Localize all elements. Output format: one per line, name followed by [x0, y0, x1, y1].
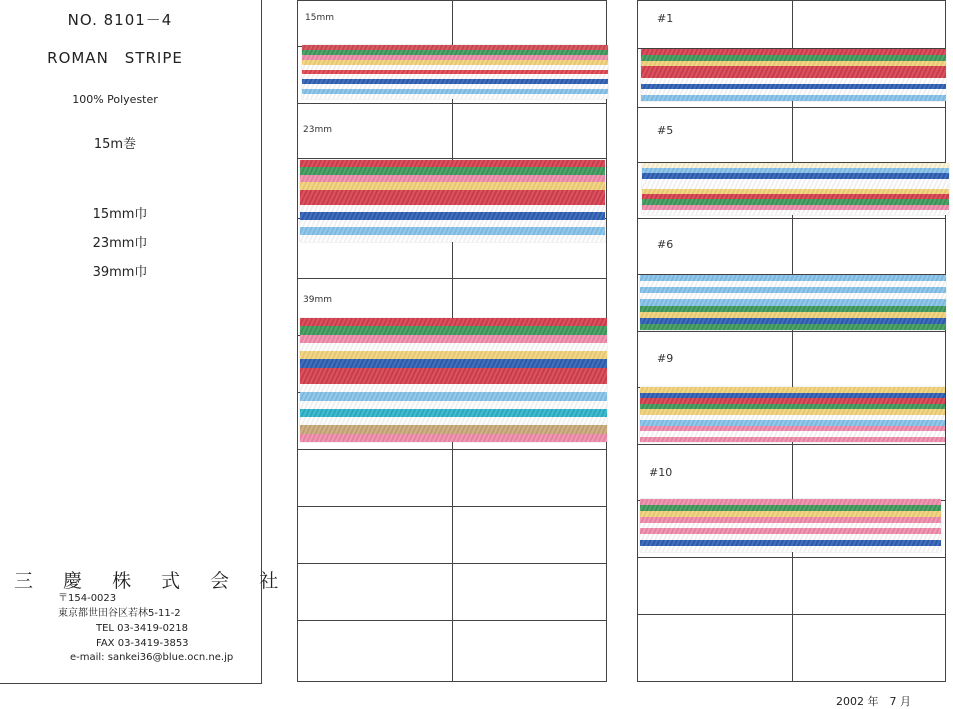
ribbon-stripe	[640, 420, 945, 426]
ribbon-swatch-6	[640, 275, 946, 330]
ribbon-stripe	[300, 376, 607, 384]
ribbon-stripe	[300, 318, 607, 326]
ribbon-stripe	[302, 60, 608, 65]
ribbon-stripe	[300, 335, 607, 343]
product-material: 100% Polyester	[72, 93, 158, 106]
ribbon-stripe	[300, 220, 605, 227]
ribbon-stripe	[642, 173, 949, 178]
ribbon-swatch-15mm	[302, 45, 608, 99]
product-name: ROMAN STRIPE	[47, 49, 183, 67]
ribbon-stripe	[302, 74, 608, 79]
ribbon-stripe	[642, 163, 949, 168]
ribbon-stripe	[642, 168, 949, 173]
ribbon-stripe	[300, 235, 605, 242]
ribbon-stripe	[300, 326, 607, 334]
ribbon-stripe	[300, 425, 607, 433]
ribbon-stripe	[300, 227, 605, 234]
ribbon-stripe	[640, 528, 941, 534]
company-name: 三 慶 株 式 会 社	[14, 570, 291, 592]
sample-label-10: #10	[649, 466, 673, 479]
ribbon-stripe	[300, 212, 605, 219]
ribbon-stripe	[302, 84, 608, 89]
ribbon-stripe	[640, 398, 945, 404]
ribbon-stripe	[641, 49, 946, 55]
sample-label-5: #5	[657, 124, 674, 137]
ribbon-stripe	[640, 511, 941, 517]
ribbon-stripe	[640, 517, 941, 523]
ribbon-stripe	[640, 546, 941, 552]
ribbon-stripe	[641, 89, 946, 95]
product-number: NO. 8101－4	[67, 11, 173, 29]
ribbon-stripe	[640, 426, 945, 432]
company-postal: 〒154-0023	[58, 593, 117, 604]
ribbon-stripe	[640, 275, 946, 281]
ribbon-stripe	[300, 368, 607, 376]
ribbon-stripe	[642, 189, 949, 194]
ribbon-stripe	[300, 343, 607, 351]
ribbon-stripe	[640, 299, 946, 305]
document-date: 2002 年 7 月	[836, 695, 911, 708]
ribbon-stripe	[300, 392, 607, 400]
ribbon-stripe	[640, 324, 946, 330]
ribbon-stripe	[642, 179, 949, 184]
ribbon-stripe	[640, 415, 945, 421]
left-panel-bottom-border	[0, 683, 262, 684]
ribbon-stripe	[300, 175, 605, 182]
ribbon-stripe	[642, 184, 949, 189]
ribbon-swatch-9	[640, 387, 945, 442]
ribbon-stripe	[300, 160, 605, 167]
ribbon-stripe	[640, 287, 946, 293]
ribbon-stripe	[302, 50, 608, 55]
ribbon-stripe	[640, 540, 941, 546]
sample-label-6: #6	[657, 238, 674, 251]
ribbon-stripe	[641, 72, 946, 78]
ribbon-stripe	[300, 167, 605, 174]
ribbon-stripe	[641, 55, 946, 61]
ribbon-stripe	[300, 197, 605, 204]
company-tel: TEL 03-3419-0218	[96, 623, 189, 634]
ribbon-stripe	[302, 45, 608, 50]
ribbon-stripe	[640, 318, 946, 324]
ribbon-swatch-23mm	[300, 160, 605, 242]
ribbon-stripe	[642, 199, 949, 204]
ribbon-swatch-5	[642, 163, 949, 215]
ribbon-stripe	[640, 534, 941, 540]
ribbon-stripe	[300, 351, 607, 359]
ribbon-stripe	[642, 194, 949, 199]
ribbon-stripe	[300, 205, 605, 212]
company-email: e-mail: sankei36@blue.ocn.ne.jp	[70, 652, 234, 663]
ribbon-stripe	[300, 434, 607, 442]
ribbon-stripe	[640, 281, 946, 287]
ribbon-stripe	[641, 61, 946, 67]
sample-label-9: #9	[657, 352, 674, 365]
ribbon-stripe	[640, 523, 941, 529]
sample-label-1: #1	[657, 12, 674, 25]
ribbon-stripe	[640, 409, 945, 415]
ribbon-stripe	[642, 205, 949, 210]
ribbon-stripe	[302, 89, 608, 94]
ribbon-stripe	[640, 306, 946, 312]
ribbon-swatch-10	[640, 499, 941, 552]
ribbon-stripe	[640, 387, 945, 393]
ribbon-stripe	[302, 55, 608, 60]
company-address: 東京都世田谷区若林5-11-2	[58, 608, 181, 619]
width-option-23: 23mm巾	[92, 236, 148, 251]
ribbon-stripe	[640, 499, 941, 505]
company-fax: FAX 03-3419-3853	[96, 638, 189, 649]
ribbon-stripe	[302, 70, 608, 75]
ribbon-stripe	[640, 293, 946, 299]
sample-label-15mm: 15mm	[305, 13, 334, 23]
ribbon-stripe	[641, 66, 946, 72]
width-option-15: 15mm巾	[92, 207, 148, 222]
ribbon-stripe	[302, 94, 608, 99]
ribbon-stripe	[300, 409, 607, 417]
ribbon-stripe	[642, 210, 949, 215]
sample-label-23mm: 23mm	[303, 125, 332, 135]
ribbon-stripe	[300, 190, 605, 197]
ribbon-stripe	[300, 417, 607, 425]
ribbon-stripe	[300, 359, 607, 367]
width-option-39: 39mm巾	[92, 265, 148, 280]
ribbon-swatch-1	[641, 49, 946, 101]
ribbon-stripe	[302, 79, 608, 84]
ribbon-stripe	[640, 437, 945, 443]
ribbon-stripe	[302, 65, 608, 70]
product-roll: 15m巻	[93, 137, 137, 152]
ribbon-swatch-39mm	[300, 318, 607, 442]
ribbon-stripe	[300, 401, 607, 409]
ribbon-stripe	[300, 182, 605, 189]
sample-label-39mm: 39mm	[303, 295, 332, 305]
ribbon-stripe	[640, 393, 945, 399]
ribbon-stripe	[640, 431, 945, 437]
ribbon-stripe	[640, 312, 946, 318]
ribbon-stripe	[640, 505, 941, 511]
ribbon-stripe	[641, 95, 946, 101]
ribbon-stripe	[641, 78, 946, 84]
ribbon-stripe	[300, 384, 607, 392]
ribbon-stripe	[640, 404, 945, 410]
ribbon-stripe	[641, 84, 946, 90]
